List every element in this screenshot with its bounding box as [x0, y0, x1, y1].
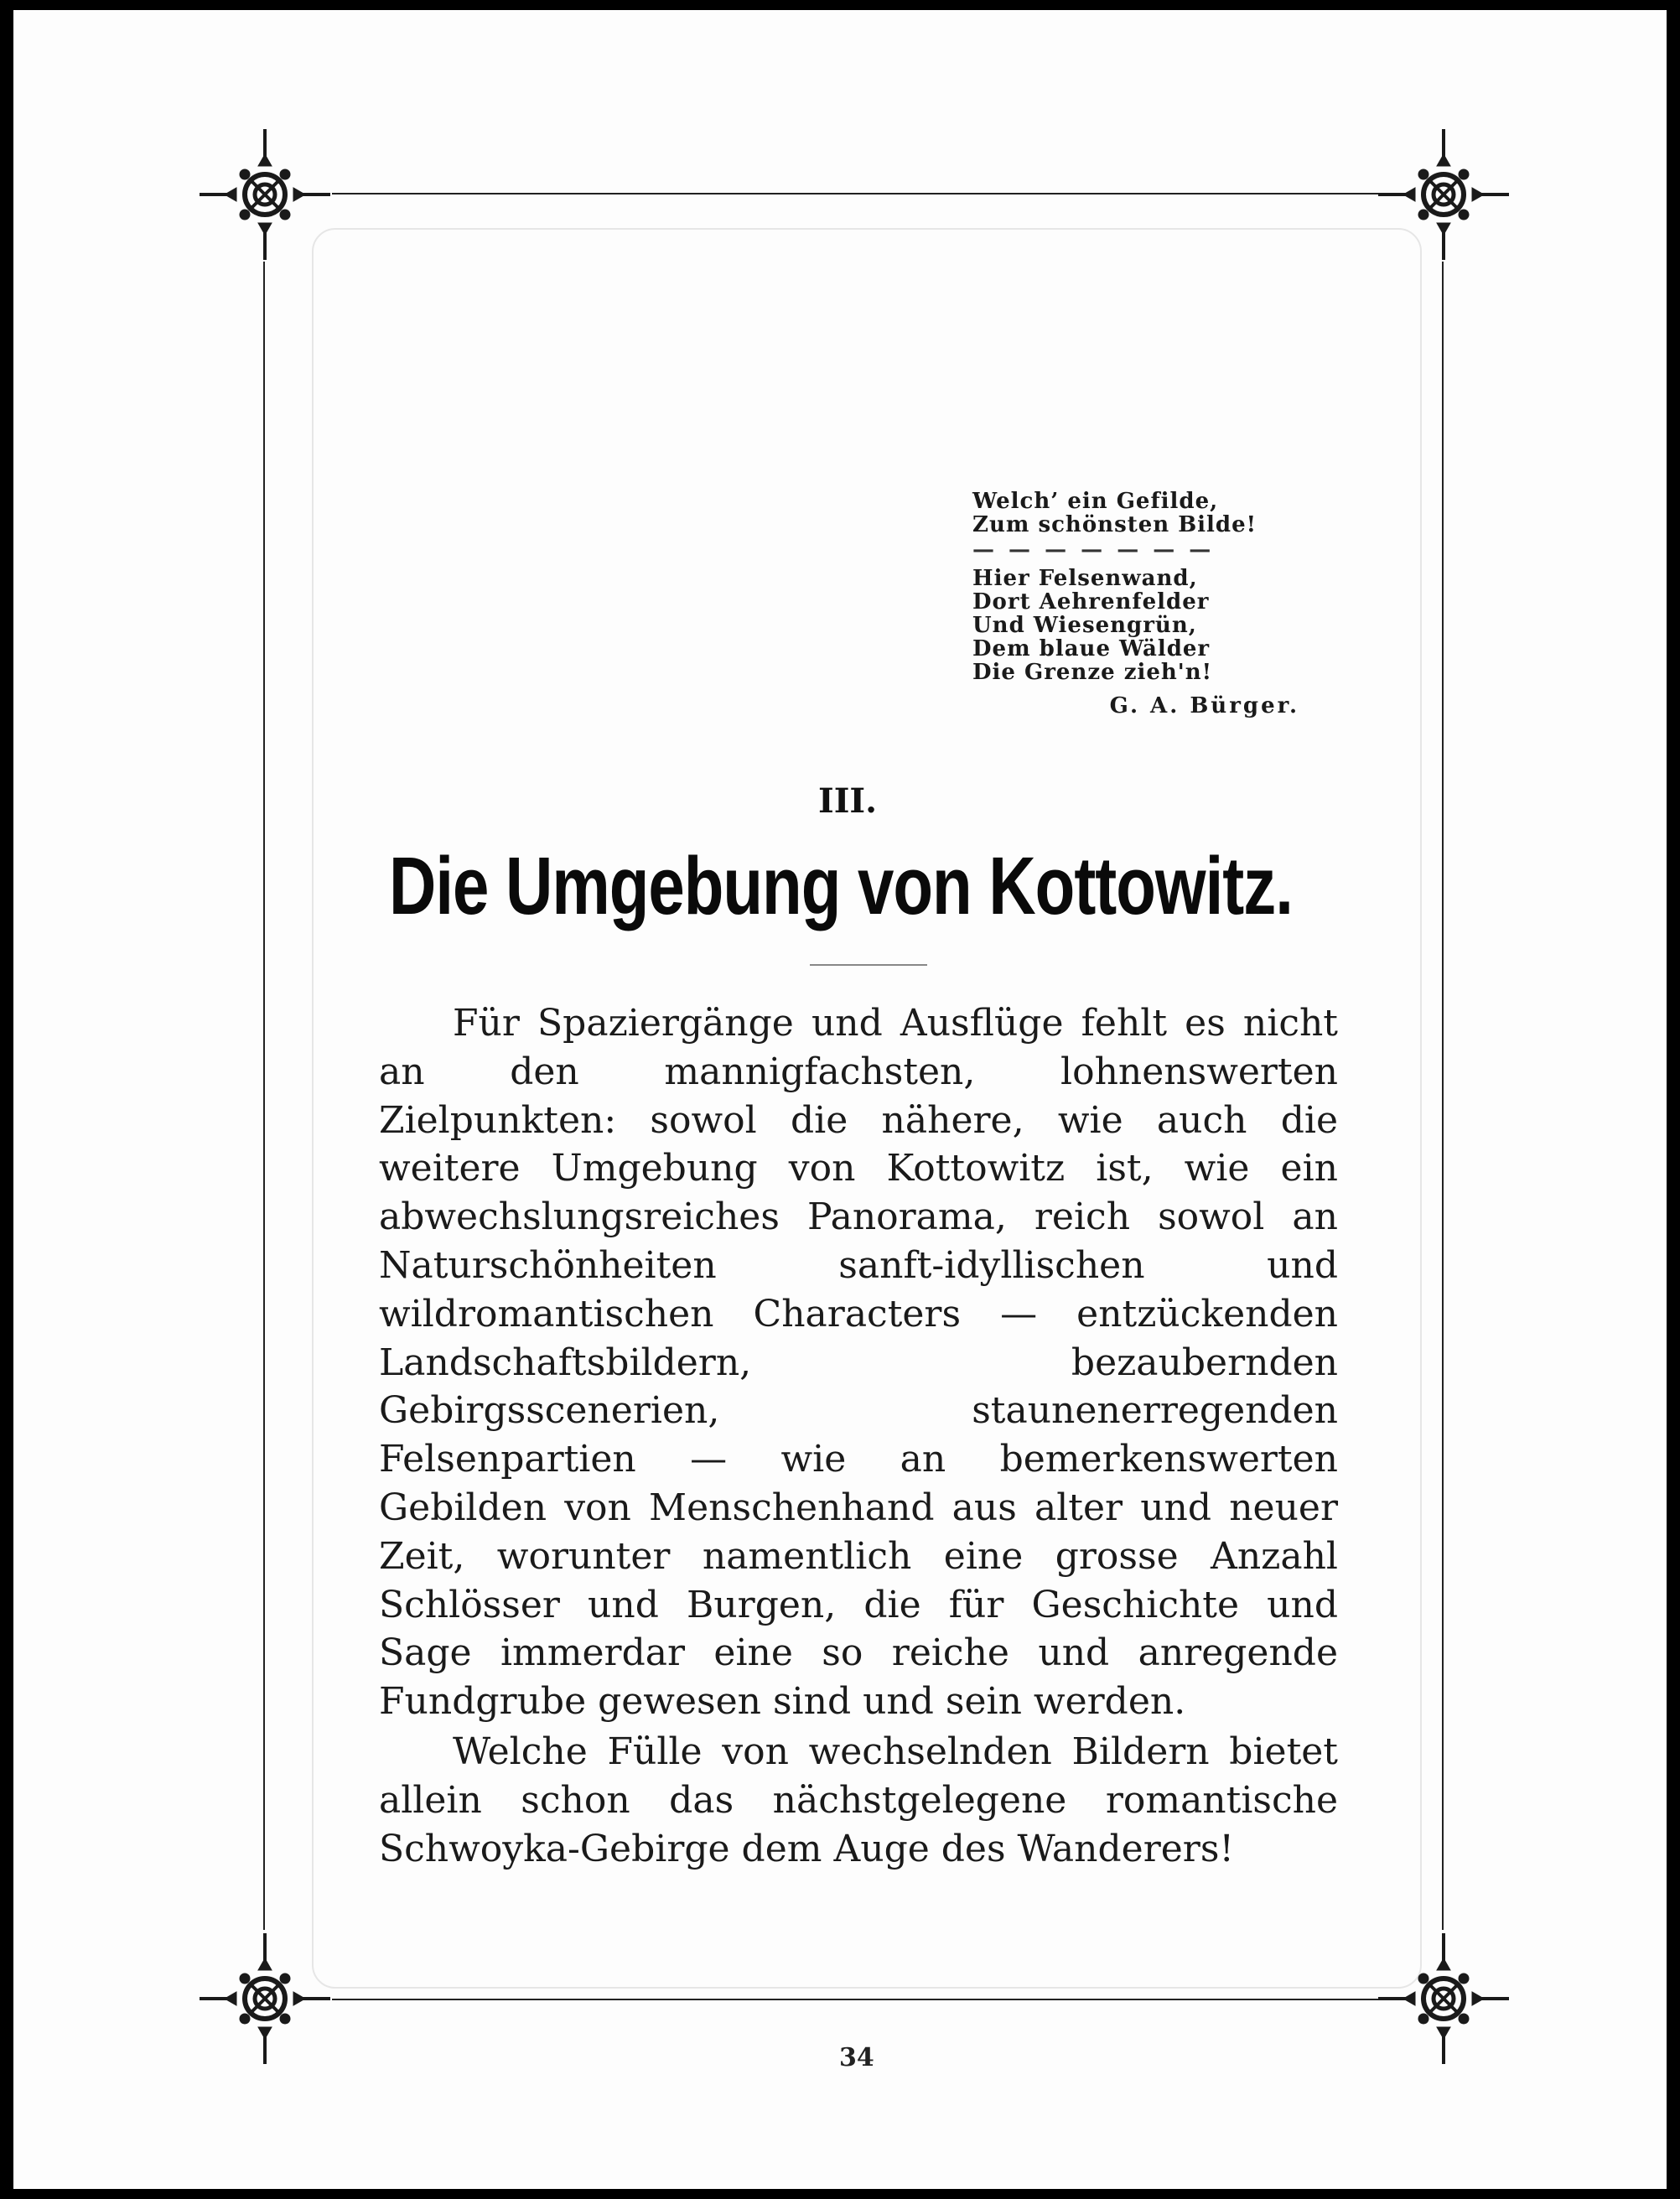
- paragraph: Für Spaziergänge und Ausflüge fehlt es nicht an den mannigfachsten, lohnenswerten Zielpunkten: sowol die nähere, wie auch die weitere Umgebung von Kottowitz ist, wie ein abwechslungsreiches Panorama, reich sowol an Naturschönheiten sanft-idyllischen und wildromantischen Characters — entzückenden Landschaftsbildern, bezaubernden Gebirgsscenerien, staunenerregenden Felsenpartien — wie an bemerkenswerten Gebilden von Menschenhand aus alter und neuer Zeit, worunter namentlich eine grosse Anzahl Schlösser und Burgen, die für Geschichte und Sage immerdar eine so reiche und anregende Fundgrube gewesen sind und sein werden.: [379, 1002, 1338, 1724]
- book-page: [13, 10, 1667, 2189]
- frame-top-line: [332, 193, 1395, 194]
- epigraph-author: G. A. Bürger.: [1109, 693, 1299, 718]
- corner-ornament-bottom-left-icon: [198, 1932, 332, 2066]
- epigraph-line: Dem blaue Wälder: [972, 636, 1211, 661]
- frame-right-line: [1442, 262, 1444, 1930]
- epigraph-line: Zum schönsten Bilde!: [972, 512, 1257, 537]
- body-text: [379, 999, 1338, 1873]
- paragraph: Welche Fülle von wechselnden Bildern bietet allein schon das nächstgelegene romantische Schwoyka-Gebirge dem Auge des Wanderers!: [379, 1730, 1338, 1870]
- epigraph-separator: — — — — — — —: [972, 537, 1215, 563]
- epigraph-line: Welch’ ein Gefilde,: [972, 489, 1219, 514]
- frame-bottom-line: [332, 1999, 1395, 2000]
- epigraph-line: Die Grenze zieh'n!: [972, 660, 1213, 685]
- epigraph: [972, 490, 1325, 718]
- chapter-number: III.: [818, 781, 878, 821]
- title-divider: [810, 964, 927, 966]
- corner-ornament-top-right-icon: [1377, 127, 1511, 262]
- page-number: 34: [839, 2043, 874, 2072]
- frame-left-line: [263, 262, 265, 1930]
- epigraph-line: Dort Aehrenfelder: [972, 589, 1210, 615]
- epigraph-line: Und Wiesengrün,: [972, 613, 1197, 638]
- corner-ornament-bottom-right-icon: [1377, 1932, 1511, 2066]
- epigraph-line: Hier Felsenwand,: [972, 566, 1198, 591]
- chapter-title: Die Umgebung von Kottowitz.: [389, 839, 1293, 932]
- corner-ornament-top-left-icon: [198, 127, 332, 262]
